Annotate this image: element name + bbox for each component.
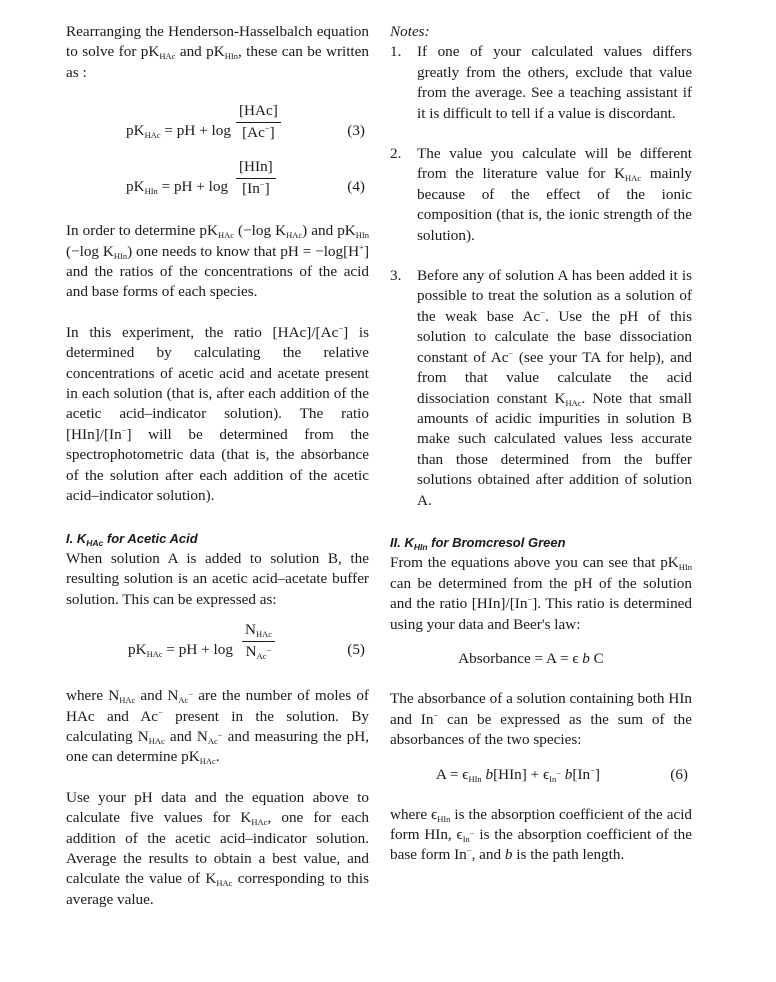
left-column [66,22,369,910]
note-2-text: The value you calculate will be different from the literature value for $K_{HAc}$ mainly because of the effect of the ionic composition (that is, the ionic strength of the solution). [417,145,693,244]
pkhin-paragraph: From the equations above you can see that $pK_{HIn}$ can be determined from the pH of the solution and the ratio [HIn]/[In−]. This ratio is determined using your data and Beer's law: [390,554,692,633]
coefficient-paragraph: where $\epsilon_{HIn}$ is the absorption coefficient of the acid form HIn, $\epsilon_{In^-}$ is the absorption coefficient of the base form In−, and b is the path length. [390,805,693,864]
equation-5-number: (5) [347,641,365,659]
right-column [390,22,692,866]
equation-6-body: $A = \epsilon_{HIn}$ $b[HIn] + \epsilon_{In^-}$ b[In−] [436,764,600,784]
equation-5-denominator: $N_{Ac^-}$ [242,641,275,662]
equation-5-numerator: $N_{HAc}$ [245,621,273,640]
equation-3-numerator: [HAc] [239,102,278,120]
equation-3-number: (3) [347,122,365,140]
experiment-paragraph: In this experiment, the ratio [HAc]/[Ac−] is determined by calculating the relative concentrations of acetic acid and acetate present in each solution (that is, after each addition of the acetic acid–indicator solution). The ratio [HIn]/[In−] will be determined from the spectrophotometric data (that is, the absorbance of the solution after each addition of the acetic acid–indicator solution). [66,322,370,505]
note-1-number: 1. [390,43,402,61]
intro-paragraph: Rearranging the Henderson-Hasselbalch equation to solve for $pK_{HAc}$ and $pK_{HIn}$, these can be written as : [66,23,369,81]
section-heading-1: I. $K_{HAc}$ for Acetic Acid [66,530,198,548]
moles-paragraph: where $N_{HAc}$ and $N_{Ac^-}$ are the number of moles of HAc and Ac− present in the solution. By calculating $N_{HAc}$ and $N_{Ac^-}$ and measuring the pH, one can determine $pK_{HAc}$. [66,687,370,767]
note-2 [390,144,692,246]
note-2-number: 2. [390,145,402,163]
equation-4-denominator: [In−] [236,178,276,199]
equation-4 [66,158,369,213]
equation-5-lhs: $pK_{HAc}$ = pH + log [128,641,233,660]
notes-title: Notes: [390,23,430,40]
equation-3 [66,102,369,157]
equation-6-number: (6) [670,765,688,783]
equation-4-lhs: $pK_{HIn}$ = pH + log [126,178,229,197]
beers-law-equation: Absorbance = A = ϵ b C [458,649,604,667]
equation-5-fraction [242,620,275,662]
equation-4-numerator: [HIn] [239,158,273,176]
equation-4-fraction [236,157,276,199]
equation-4-number: (4) [347,178,365,196]
equation-3-fraction [236,101,281,143]
equation-5 [66,621,369,676]
note-1 [390,42,692,124]
determine-paragraph: In order to determine $pK_{HAc}$ (−log $K_{HAc}$) and $pK_{HIn}$ (−log $K_{HIn}$) one needs to know that pH = −log[H+] and the ratios of the concentrations of the acid and base forms of each species. [66,222,369,301]
equation-3-lhs: $pK_{HAc}$ = pH + log [126,122,231,141]
note-3-text: Before any of solution A has been added it is possible to treat the solution as a solution of the weak base Ac−. Use the pH of this solution to calculate the base dissociation constant of Ac− (see your TA for help), and from that value calculate the acid dissociation constant $K_{HAc}$. Note that small amounts of acidic impurities in solution B make such calculated values less accurate than those determined from the buffer solutions obtained after addition of solution A. [417,267,693,509]
equation-6 [390,765,692,789]
note-3 [390,266,692,511]
note-1-text: If one of your calculated values differs greatly from the others, exclude that value from the average. See a teaching assistant if it is difficult to tell if a value is discordant. [417,43,692,122]
buffer-paragraph: When solution A is added to solution B, the resulting solution is an acetic acid–acetate buffer solution. This can be expressed as: [66,549,369,608]
calculate-paragraph: Use your pH data and the equation above to calculate five values for $K_{HAc}$, one for each addition of the acetic acid–indicator solution. Average the results to obtain a best value, and calculate the value of $K_{HAc}$ corresponding to this average value. [66,788,370,908]
absorbance-paragraph: The absorbance of a solution containing both HIn and In− can be expressed as the sum of the absorbances of the two species: [390,690,692,749]
note-3-number: 3. [390,267,402,285]
section-heading-2: II. $K_{HIn}$ for Bromcresol Green [390,534,566,552]
equation-3-denominator: [Ac−] [236,122,281,143]
